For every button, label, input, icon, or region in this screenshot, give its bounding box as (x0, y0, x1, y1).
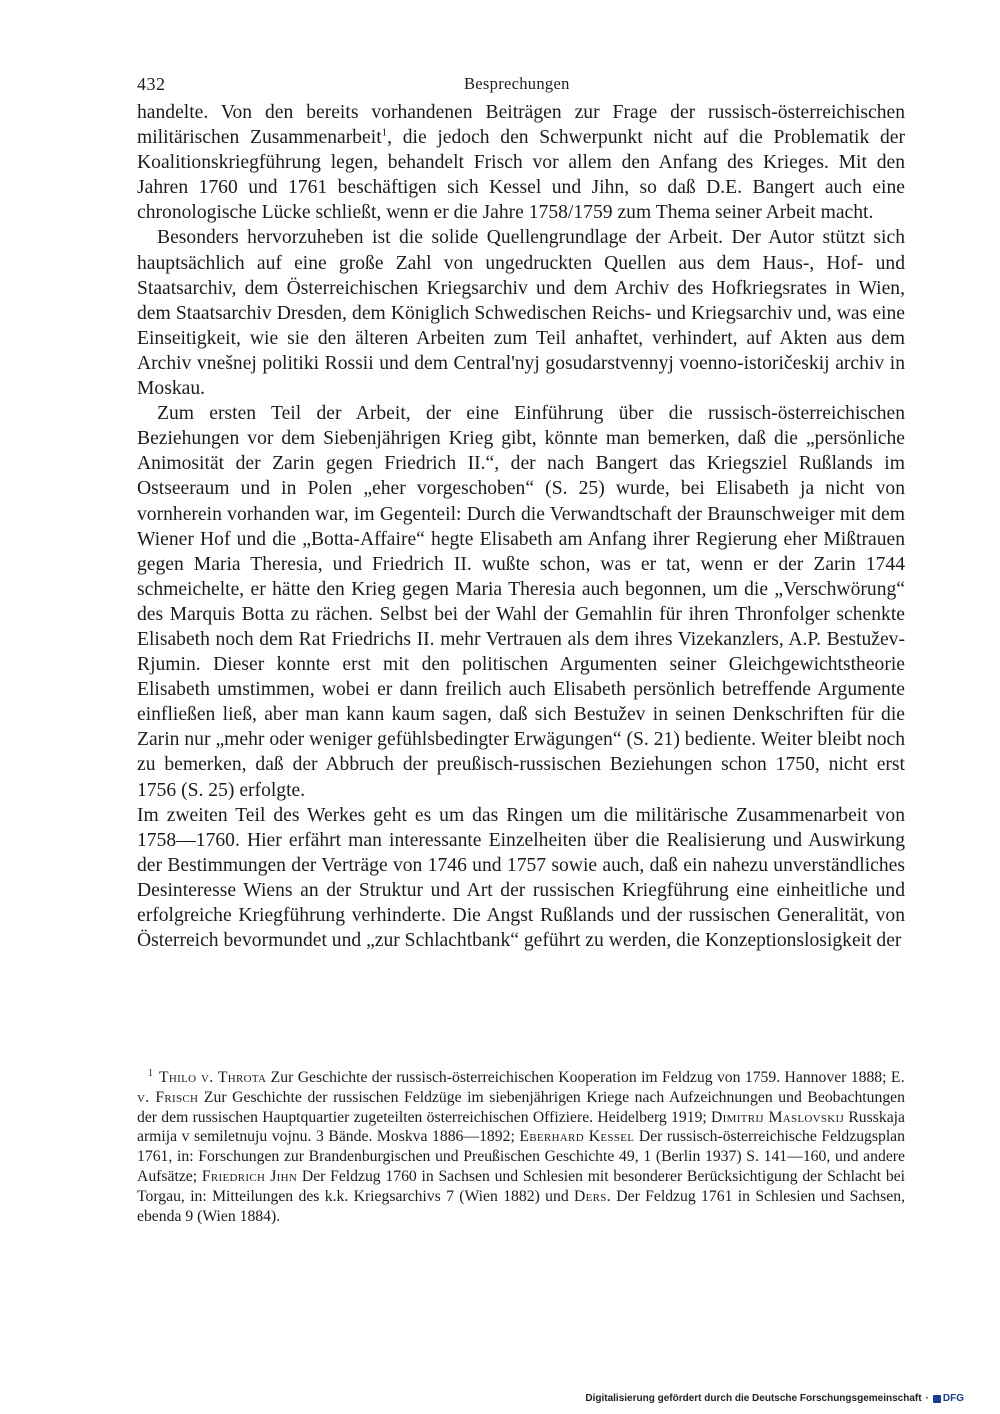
body-text (137, 100, 905, 953)
paragraph: Besonders hervorzuheben ist die solide Quellengrundlage der Arbeit. Der Autor stützt sich hauptsächlich auf eine große Zahl von ungedruckten Quellen aus dem Haus-, Hof- und Staatsarchiv, dem Österreichischen Kriegsarchiv und dem Archiv des Hofkriegsrates in Wien, dem Staatsarchiv Dresden, dem Königlich Schwedischen Reichs- und Kriegsarchiv und, was eine Einseitigkeit, wie sie den älteren Arbeiten zum Teil anhaftet, verhindert, auf Akten aus dem Archiv vnešnej politiki Rossii und dem Central'nyj gosudarstvennyj voenno-istoričeskij archiv in Moskau. (137, 227, 905, 400)
page-number: 432 (137, 74, 166, 94)
dfg-logo (933, 1393, 964, 1404)
footnote-author: E. v. Frisch (137, 1069, 905, 1106)
footnote-author: Friedrich Jihn (201, 1167, 298, 1185)
digitization-credit (585, 1393, 964, 1404)
dfg-logo-text: DFG (942, 1393, 964, 1404)
footnote-text: Zur Geschichte der russisch-österreichischen Kooperation im Feldzug von 1759. Hannover 1888; (266, 1069, 891, 1086)
credit-text: Digitalisierung gefördert durch die Deutsche Forschungsgemeinschaft (585, 1393, 922, 1404)
footnote-text: Der russisch-österreichische Feldzugsplan 1761, in: Forschungen zur Brandenburgischen und Preußischen Geschichte 49, 1 (Berlin 1937) S. 141—160, und andere Aufsätze; (137, 1128, 905, 1185)
paragraph (137, 100, 905, 225)
dfg-logo-mark-icon (933, 1395, 941, 1403)
footnote-author: Eberhard Kessel (519, 1128, 635, 1146)
footnote-text: Russkaja armija v semiletnuju vojnu. 3 Bände. Moskva 1886—1892; (137, 1108, 905, 1146)
running-head: Besprechungen (464, 74, 570, 93)
credit-separator: · (925, 1393, 929, 1404)
footnote-text: Der Feldzug 1761 in Schlesien und Sachsen, ebenda 9 (Wien 1884). (137, 1187, 905, 1225)
footnote-author: Thilo v. Throta (159, 1069, 267, 1086)
footnote-mark: 1 (148, 1067, 153, 1079)
paragraph-text: handelte. Von den bereits vorhandenen Beiträgen zur Frage der russisch-österreichischen militärischen Zusammenarbeit (137, 102, 905, 149)
footnote-author: Dimitrij Maslovskij (711, 1108, 845, 1126)
paragraph-text: , die jedoch den Schwerpunkt nicht auf die Problematik der Koalitionskriegführung legen, behandelt Frisch vor allem den Anfang des Krieges. Mit den Jahren 1760 und 1761 beschäftigen sich Kessel und Jihn, so daß D.E. Bangert auch eine chronologische Lücke schließt, wenn er die Jahre 1758/1759 zum Thema seiner Arbeit macht. (137, 127, 906, 224)
paragraph: Zum ersten Teil der Arbeit, der eine Einführung über die russisch-österreichischen Beziehungen vor dem Siebenjährigen Krieg gibt, könnte man bemerken, daß die „persönliche Animosität der Zarin gegen Friedrich II.“, der nach Bangert das Kriegsziel Rußlands im Ostseeraum und in Polen „eher vorgeschoben“ (S. 25) wurde, bei Elisabeth ja nicht von vornherein vorhanden war, im Gegenteil: Durch die Verwandtschaft der Braunschweiger mit dem Wiener Hof und die „Botta-Affaire“ hegte Elisabeth am Anfang ihrer Regierung eher Mißtrauen gegen Maria Theresia, und Friedrich II. wußte schon, was er tat, wenn er der Zarin 1744 schmeichelte, er hätte den Krieg gegen Maria Theresia auch begonnen, um die „Verschwörung“ des Marquis Botta zu rächen. Selbst bei der Wahl der Gemahlin für ihren Thronfolger schenkte Elisabeth noch dem Rat Friedrichs II. mehr Vertrauen als dem ihres Vizekanzlers, A.P. Bestužev-Rjumin. Dieser konnte erst mit den politischen Argumenten seiner Gleichgewichtstheorie Elisabeth umstimmen, wobei er dann freilich auch Elisabeth persönlich betreffende Argumente einfließen ließ, aber man kann kaum sagen, daß sich Bestužev in seinen Denkschriften für die Zarin nur „mehr oder weniger gefühlsbedingter Erwägungen“ (S. 21) bediente. Weiter bleibt noch zu bemerken, daß der Abbruch der preußisch-russischen Beziehungen schon 1750, nicht erst 1756 (S. 25) erfolgte. (137, 403, 905, 801)
footnotes (137, 1068, 905, 1226)
footnote-text: Der Feldzug 1760 in Sachsen und Schlesien mit besonderer Berücksichtigung der Schlacht bei Torgau, in: Mitteilungen des k.k. Kriegsarchivs 7 (Wien 1882) und (137, 1167, 906, 1205)
footnote-author: Ders. (574, 1187, 611, 1205)
footnote-text: Zur Geschichte der russischen Feldzüge im siebenjährigen Kriege nach Aufzeichnungen und Beobachtungen der dem russischen Hauptquartier zugeteilten österreichischen Offiziere. Heidelberg 1919; (137, 1088, 905, 1126)
footnote (137, 1068, 905, 1226)
paragraph: Im zweiten Teil des Werkes geht es um das Ringen um die militärische Zusammenarbeit von 1758—1760. Hier erfährt man interessante Einzelheiten über die Realisierung und Auswirkung der Bestimmungen der Verträge von 1746 und 1757 sowie auch, daß ein nahezu unverständliches Desinteresse Wiens an der Struktur und Art der russischen Kriegführung eine einheitliche und erfolgreiche Kriegführung verhinderte. Die Angst Rußlands und der russischen Generalität, von Österreich bevormundet und „zur Schlachtbank“ geführt zu werden, die Konzeptionslosigkeit der (137, 804, 905, 952)
footnote-reference[interactable]: 1 (381, 126, 388, 139)
